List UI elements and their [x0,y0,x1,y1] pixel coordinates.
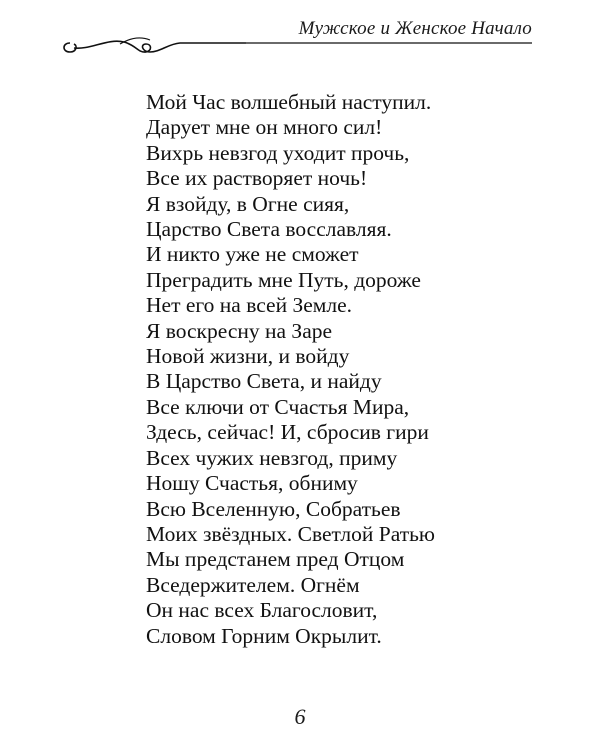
poem-line: Он нас всех Благословит, [146,598,378,623]
poem-line: Я воскресну на Заре [146,318,333,343]
poem-body [146,90,546,649]
poem-line: Дарует мне он много сил! [146,115,383,140]
running-title: Мужское и Женское Начало [298,18,532,39]
poem-line: Все их растворяет ночь! [146,166,368,191]
poem-line: Всю Вселенную, Собратьев [146,496,401,521]
poem-line: Преградить мне Путь, дороже [146,267,421,292]
poem-line: Словом Горним Окрылит. [146,623,382,648]
poem-line: Ношу Счастья, обниму [146,471,358,496]
poem-line: Царство Света восславляя. [146,217,392,242]
poem-line: Вихрь невзгод уходит прочь, [146,140,410,165]
poem-line: Здесь, сейчас! И, сбросив гири [146,420,429,445]
poem-line: Все ключи от Счастья Мира, [146,394,410,419]
poem-line: Моих звёздных. Светлой Ратью [146,521,435,546]
page-number: 6 [294,704,306,729]
page-header [0,0,600,70]
poem-line: Нет его на всей Земле. [146,293,353,318]
poem-line: Вседержителем. Огнём [146,572,360,597]
poem-line: Мы предстанем пред Отцом [146,547,405,572]
poem-line: И никто уже не сможет [146,242,359,267]
poem-line: Мой Час волшебный наступил. [146,90,432,114]
poem-line: Новой жизни, и войду [146,344,350,369]
poem-line: Я взойду, в Огне сияя, [146,191,350,216]
poem-line: Всех чужих невзгод, приму [146,445,398,470]
poem-line: В Царство Света, и найду [146,369,382,394]
